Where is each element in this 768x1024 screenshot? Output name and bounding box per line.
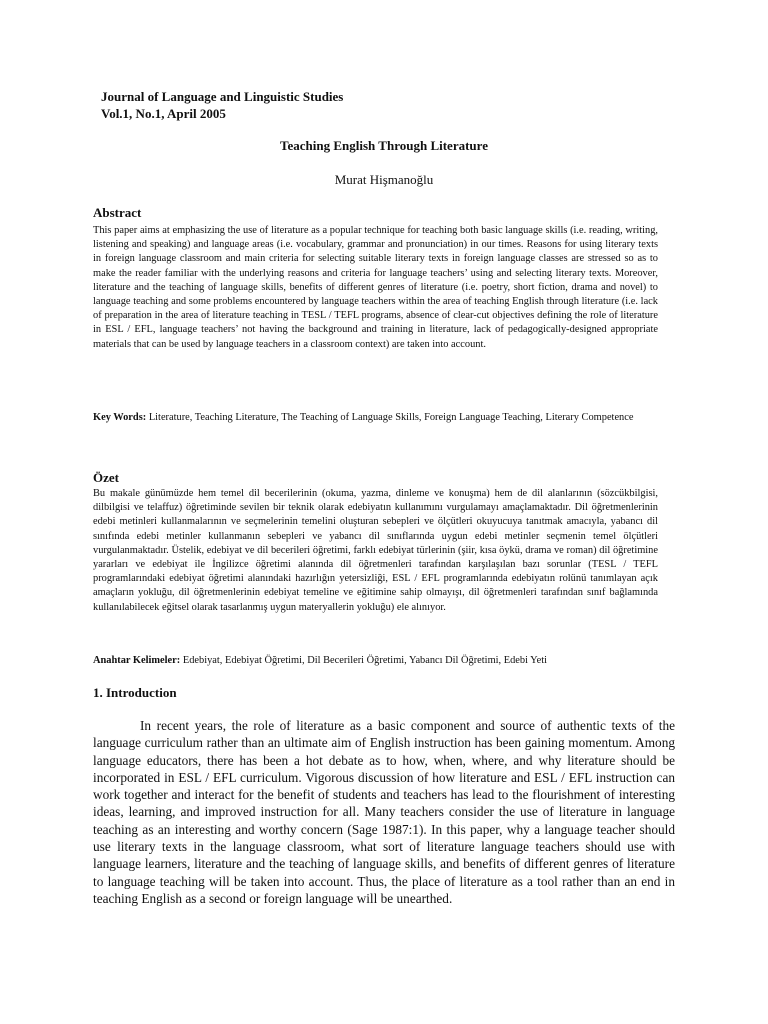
journal-name: Journal of Language and Linguistic Studies: [101, 89, 344, 104]
paper-author: Murat Hişmanoğlu: [334, 172, 434, 187]
abstract-text: This paper aims at emphasizing the use of literature as a popular technique for teaching both basic language skills (i.e. reading, writing, listening and speaking) and language areas (i.e. vocabulary, grammar and pronunciation) in our times. Reasons for using literary texts in foreign language classroom and main criteria for selecting suitable literary texts in foreign language classes are stressed so as to make the reader familiar with the underlying reasons and criteria for language teachers’ using and selecting literary texts. Moreover, literature and the teaching of language skills, benefits of different genres of literature (i.e. poetry, short fiction, drama and novel) to language teaching and some problems encountered by language teachers within the area of teaching English through literature (i.e. lack of preparation in the area of literature teaching in TESL / TEFL programs, absence of clear-cut objectives defining the role of literature in ESL / EFL, language teachers’ not having the background and training in literature, lack of pedagogically-designed appropriate materials that can be used by language teachers in a classroom context) are taken into account.: [93, 225, 658, 350]
ozet-text: Bu makale günümüzde hem temel dil becerilerinin (okuma, yazma, dinleme ve konuşma) hem de dil alanlarının (sözcükbilgisi, dilbilgisi ve telaffuz) öğretiminde sevilen bir teknik olarak edebiyatın kullanımını vurgulamayı amaçlamaktadır. Dil öğretmenlerinin edebi metinleri kullanmalarının ve seçmelerinin temelini oluşturan sebepleri ve ölçütleri okuyucuya tanıtmak amacıyla, yabancı dil sınıfında edebi metinler kullanmanın sebepleri ve yabancı dil sınıflarında uygun edebi metinler seçmenin temel ölçütleri vurgulanmaktadır. Üstelik, edebiyat ve dil becerileri öğretimi, farklı edebiyat türlerinin (şiir, kısa öykü, drama ve roman) dil öğretimine yararları ve edebiyat ile İngilizce öğretimi alanında dil öğretmenleri tarafından karşılaşılan bazı sorunlar (TESL / TEFL programlarındaki edebiyat öğretimi alanındaki hazırlığın yetersizliği, ESL / EFL programlarında edebiyatın rolünü tanımlayan açık amaçların yokluğu, dil öğretmenlerinin edebiyat temeline ve eğitimine sahip olmayışı, dil öğretmenleri tarafından sınıf bağlamında kullanılabilecek eğitsel olarak tasarlanmış uygun materyallerin yokluğu) ele alınıyor.: [93, 488, 658, 613]
introduction-text: In recent years, the role of literature as a basic component and source of authentic texts of the language curriculum rather than an ultimate aim of English instruction has been gaining momentum. Among language educators, there has been a hot debate as to how, when, where, and why literature should be incorporated in ESL / EFL curriculum. Vigorous discussion of how literature and ESL / EFL instruction can work together and interact for the benefit of students and teachers has lead to the flourishment of interesting ideas, learning, and improved instruction for all. Many teachers consider the use of literature in language teaching as an interesting and worthy concern (Sage 1987:1). In this paper, why a language teacher should use literary texts in the language classroom, what sort of literature language teachers should use with language learners, literature and the teaching of language skills, and benefits of different genres of literature to language teaching will be taken into account. Thus, the place of literature as a tool rather than an end in teaching English as a second or foreign language will be unearthed.: [93, 718, 675, 906]
abstract-heading: Abstract: [93, 205, 142, 220]
introduction-heading: 1. Introduction: [93, 685, 177, 700]
journal-header: [101, 88, 343, 122]
keywords-list: Literature, Teaching Literature, The Teaching of Language Skills, Foreign Language Teaching, Literary Competence: [148, 412, 634, 423]
ozet-keywords: [93, 654, 658, 668]
journal-issue: Vol.1, No.1, April 2005: [101, 106, 226, 121]
paper-title: Teaching English Through Literature: [280, 138, 488, 153]
keywords-label: Key Words:: [93, 412, 147, 423]
ozet-heading: Özet: [93, 470, 119, 485]
anahtar-kelimeler-list: Edebiyat, Edebiyat Öğretimi, Dil Becerileri Öğretimi, Yabancı Dil Öğretimi, Edebi Yeti: [182, 655, 548, 666]
abstract-keywords: [93, 411, 658, 425]
anahtar-kelimeler-label: Anahtar Kelimeler:: [93, 655, 181, 666]
